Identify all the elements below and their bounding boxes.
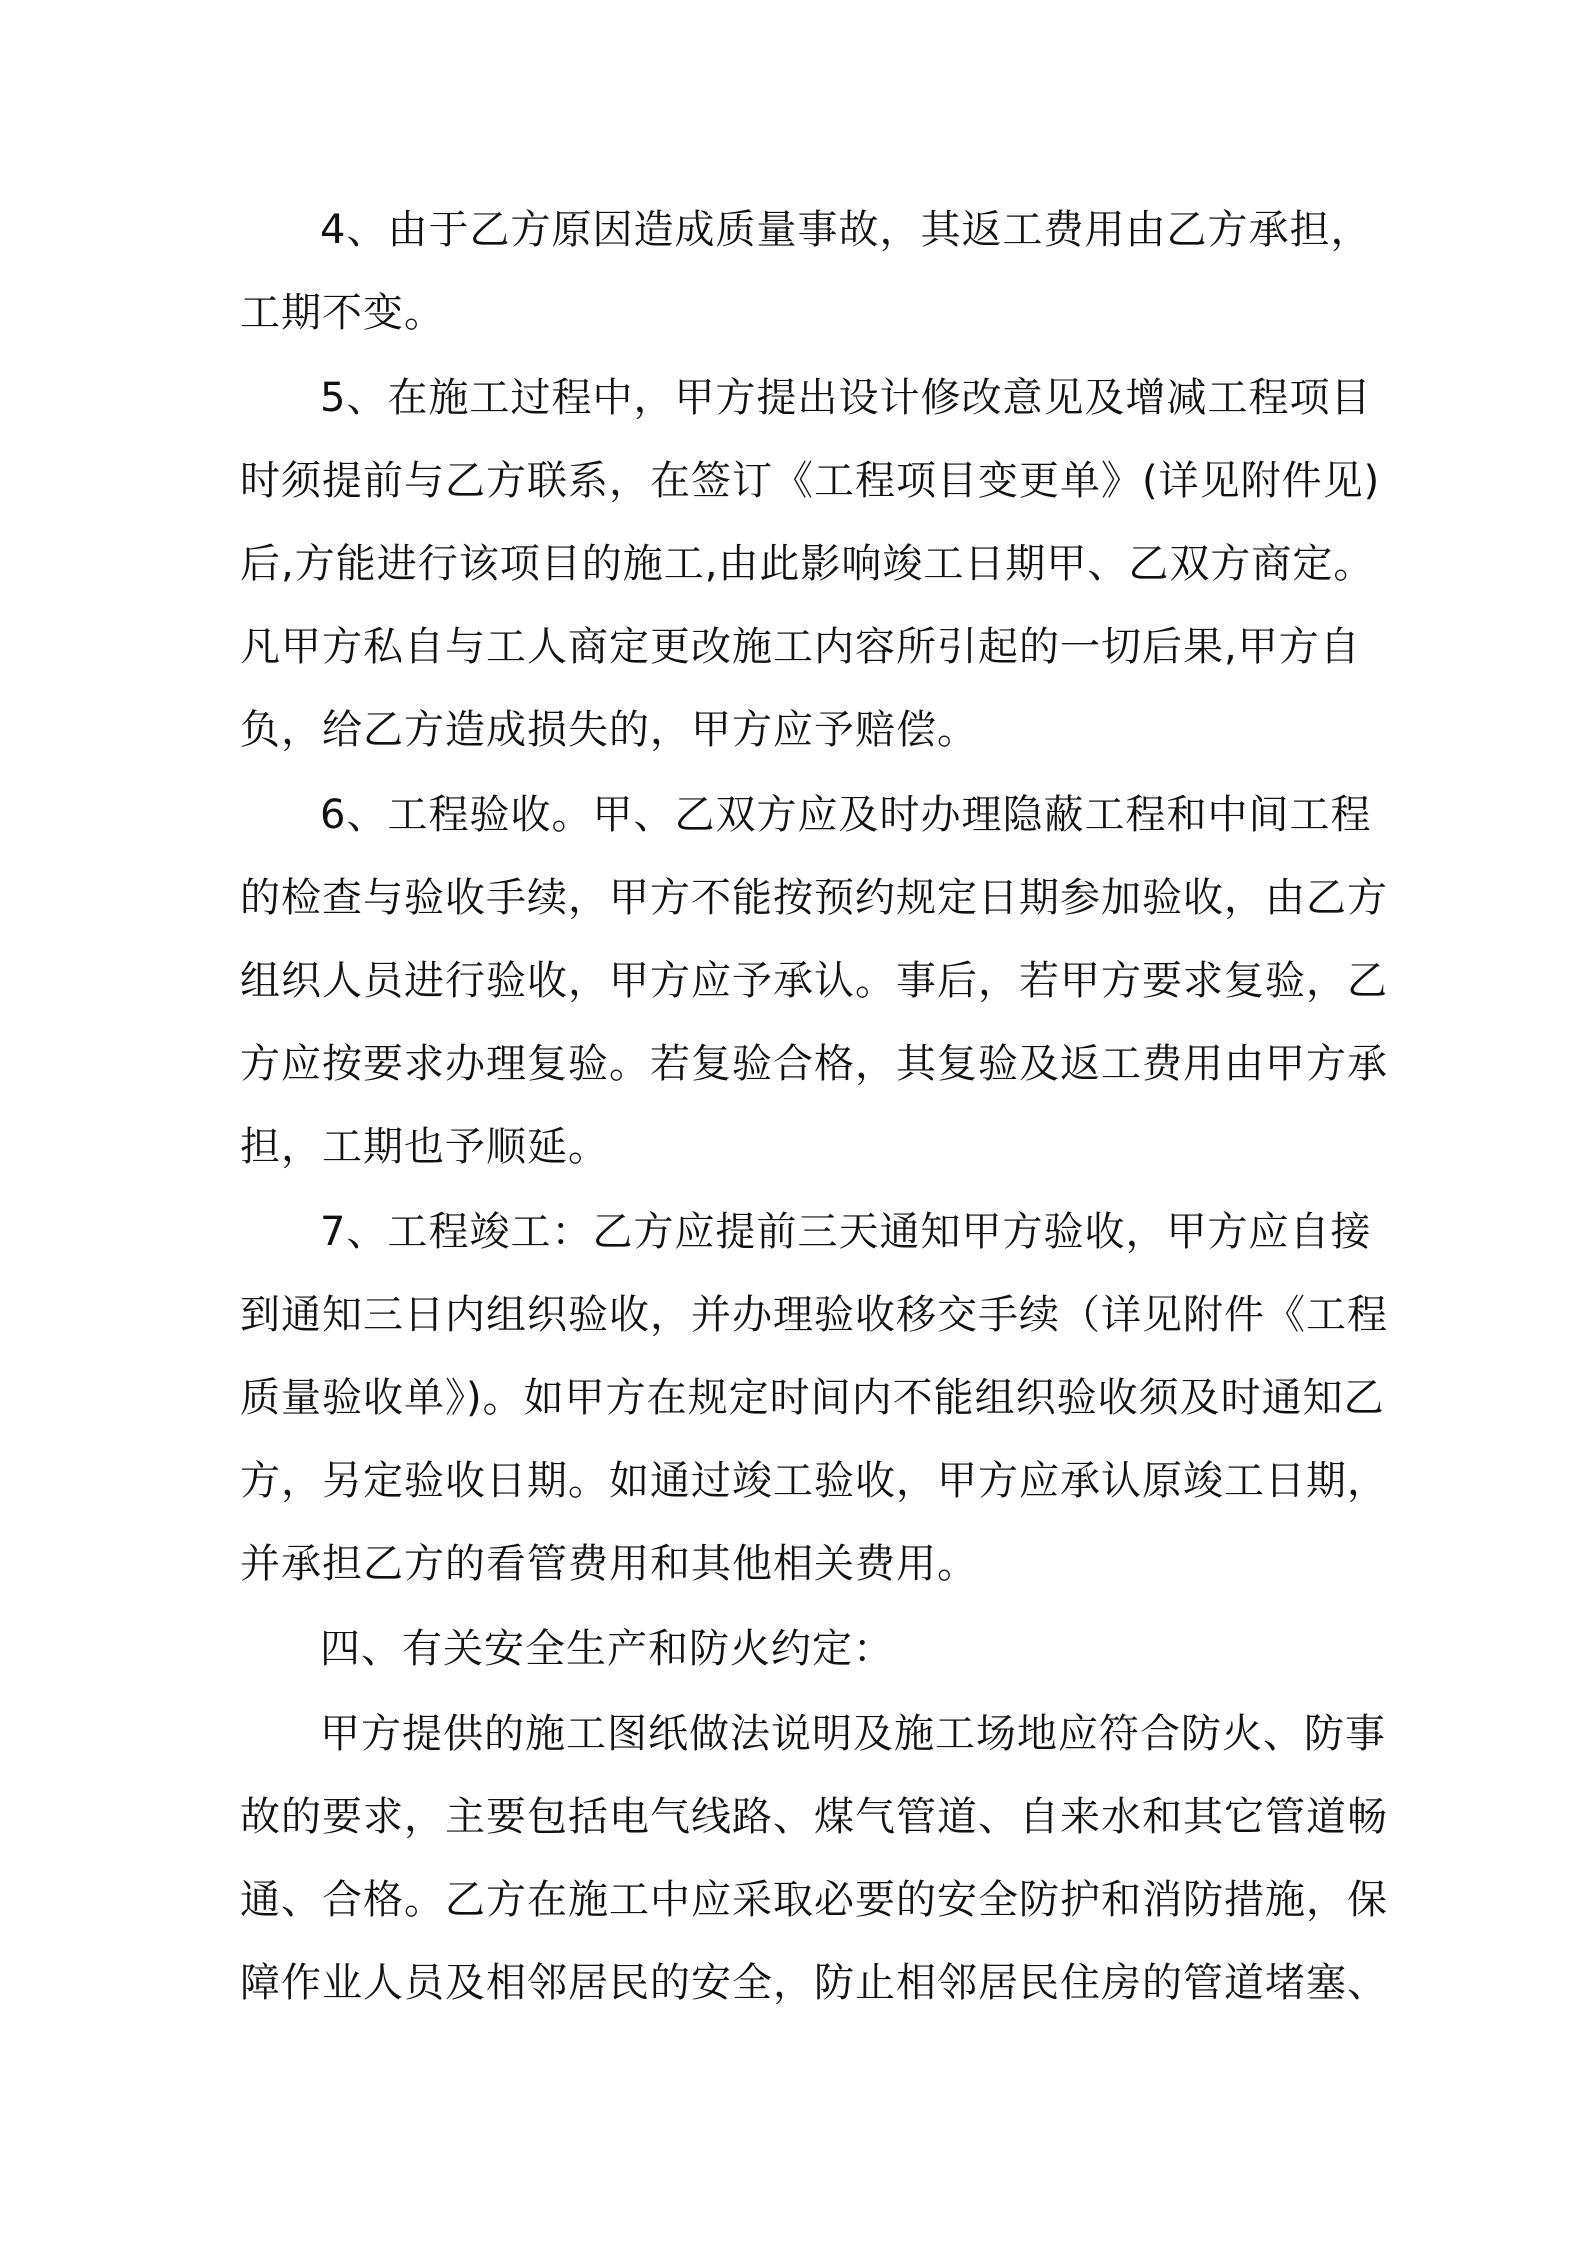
text-line: 负，给乙方造成损失的，甲方应予赔偿。 <box>240 707 978 753</box>
text-line: 7、工程竣工：乙方应提前三天通知甲方验收，甲方应自接 <box>320 1209 1372 1255</box>
text-line: 工期不变。 <box>240 290 445 336</box>
text-line: 时须提前与乙方联系，在签订《工程项目变更单》(详见附件见) <box>240 458 1381 504</box>
text-line: 方，另定验收日期。如通过竣工验收，甲方应承认原竣工日期， <box>240 1458 1388 1504</box>
text-line: 凡甲方私自与工人商定更改施工内容所引起的一切后果,甲方自 <box>240 624 1361 670</box>
text-line: 障作业人员及相邻居民的安全，防止相邻居民住房的管道堵塞、 <box>240 1960 1388 2006</box>
text-line: 6、工程验收。甲、乙双方应及时办理隐蔽工程和中间工程 <box>320 792 1372 838</box>
text-line: 4、由于乙方原因造成质量事故，其返工费用由乙方承担， <box>320 207 1372 253</box>
section-heading: 四、有关安全生产和防火约定： <box>320 1626 894 1672</box>
text-line: 5、在施工过程中，甲方提出设计修改意见及增减工程项目 <box>320 375 1372 421</box>
text-line: 通、合格。乙方在施工中应采取必要的安全防护和消防措施，保 <box>240 1877 1388 1923</box>
text-line: 后,方能进行该项目的施工,由此影响竣工日期甲、乙双方商定。 <box>240 541 1375 587</box>
text-line: 故的要求，主要包括电气线路、煤气管道、自来水和其它管道畅 <box>240 1794 1388 1840</box>
text-line: 甲方提供的施工图纸做法说明及施工场地应符合防火、防事 <box>320 1711 1386 1757</box>
text-line: 担，工期也予顺延。 <box>240 1124 609 1170</box>
text-line: 质量验收单》)。如甲方在规定时间内不能组织验收须及时通知乙 <box>240 1375 1385 1421</box>
text-line: 组织人员进行验收，甲方应予承认。事后，若甲方要求复验，乙 <box>240 958 1388 1004</box>
text-line: 并承担乙方的看管费用和其他相关费用。 <box>240 1541 978 1587</box>
text-line: 方应按要求办理复验。若复验合格，其复验及返工费用由甲方承 <box>240 1041 1388 1087</box>
text-line: 的检查与验收手续，甲方不能按预约规定日期参加验收，由乙方 <box>240 875 1388 921</box>
text-line: 到通知三日内组织验收，并办理验收移交手续（详见附件《工程 <box>240 1292 1388 1338</box>
